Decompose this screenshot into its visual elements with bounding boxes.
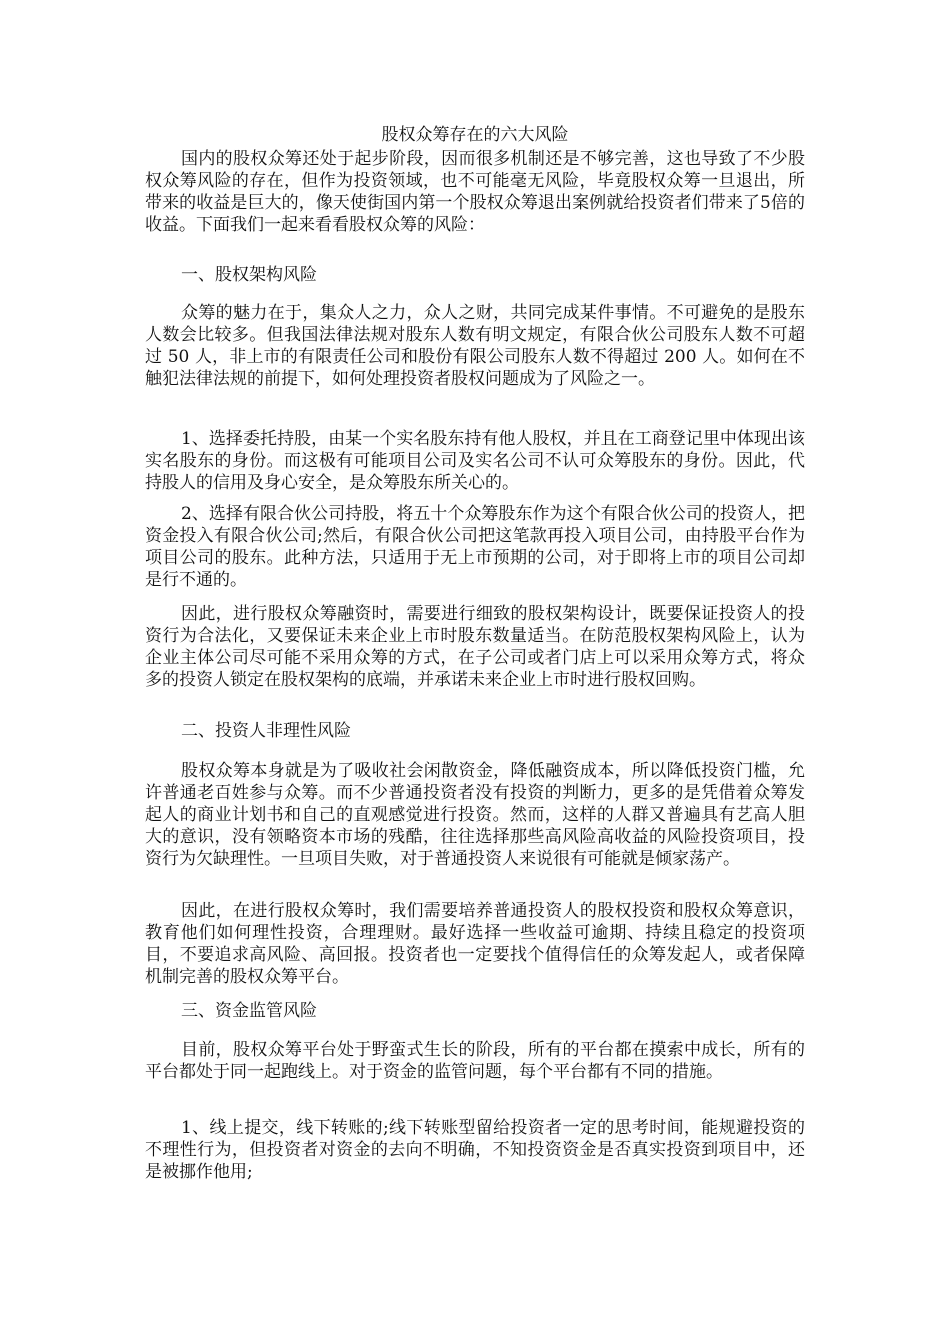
document-title: 股权众筹存在的六大风险 (381, 125, 569, 145)
paragraph-equity-structure-3: 2、选择有限合伙公司持股，将五十个众筹股东作为这个有限合伙公司的投资人，把资金投入有限合伙公司;然后，有限合伙公司把这笔款再投入项目公司，由持股平台作为项目公司的股东。此种方法，只适用于无上市预期的公司，对于即将上市的项目公司却是行不通的。 (145, 504, 805, 590)
paragraph-irrational-investor-1: 股权众筹本身就是为了吸收社会闲散资金，降低融资成本，所以降低投资门槛，允许普通老百姓参与众筹。而不少普通投资者没有投资的判断力，更多的是凭借着众筹发起人的商业计划书和自己的直观感觉进行投资。然而，这样的人群又普遍具有艺高人胆大的意识，没有领略资本市场的残酷，往往选择那些高风险高收益的风险投资项目，投资行为欠缺理性。一旦项目失败，对于普通投资人来说很有可能就是倾家荡产。 (145, 761, 805, 869)
paragraph-equity-structure-4: 因此，进行股权众筹融资时，需要进行细致的股权架构设计，既要保证投资人的投资行为合法化，又要保证未来企业上市时股东数量适当。在防范股权架构风险上，认为企业主体公司尽可能不采用众筹的方式，在子公司或者门店上可以采用众筹方式，将众多的投资人锁定在股权架构的底端，并承诺未来企业上市时进行股权回购。 (145, 604, 805, 690)
paragraph-equity-structure-1: 众筹的魅力在于，集众人之力，众人之财，共同完成某件事情。不可避免的是股东人数会比较多。但我国法律法规对股东人数有明文规定，有限合伙公司股东人数不可超过 50 人，非上市的有限责任公司和股份有限公司股东人数不得超过 200 人。如何在不触犯法律法规的前提下，如何处理投资者股权问题成为了风险之一。 (145, 303, 805, 389)
paragraph-fund-supervision-1: 目前，股权众筹平台处于野蛮式生长的阶段，所有的平台都在摸索中成长，所有的平台都处于同一起跑线上。对于资金的监管问题，每个平台都有不同的措施。 (145, 1040, 805, 1082)
paragraph-fund-supervision-2: 1、线上提交，线下转账的;线下转账型留给投资者一定的思考时间，能规避投资的不理性行为，但投资者对资金的去向不明确，不知投资资金是否真实投资到项目中，还是被挪作他用; (145, 1118, 805, 1182)
section-heading-fund-supervision: 三、资金监管风险 (181, 1001, 317, 1021)
intro-paragraph: 国内的股权众筹还处于起步阶段，因而很多机制还是不够完善，这也导致了不少股权众筹风险的存在，但作为投资领域，也不可能毫无风险，毕竟股权众筹一旦退出，所带来的收益是巨大的，像天使街国内第一个股权众筹退出案例就给投资者们带来了5倍的收益。下面我们一起来看看股权众筹的风险： (145, 149, 805, 235)
section-heading-equity-structure: 一、股权架构风险 (181, 265, 317, 285)
paragraph-equity-structure-2: 1、选择委托持股，由某一个实名股东持有他人股权，并且在工商登记里中体现出该实名股东的身份。而这极有可能项目公司及实名公司不认可众筹股东的身份。因此，代持股人的信用及身心安全，是众筹股东所关心的。 (145, 429, 805, 493)
section-heading-irrational-investor: 二、投资人非理性风险 (181, 721, 351, 741)
paragraph-irrational-investor-2: 因此，在进行股权众筹时，我们需要培养普通投资人的股权投资和股权众筹意识，教育他们如何理性投资，合理理财。最好选择一些收益可逾期、持续且稳定的投资项目，不要追求高风险、高回报。投资者也一定要找个值得信任的众筹发起人，或者保障机制完善的股权众筹平台。 (145, 901, 805, 987)
